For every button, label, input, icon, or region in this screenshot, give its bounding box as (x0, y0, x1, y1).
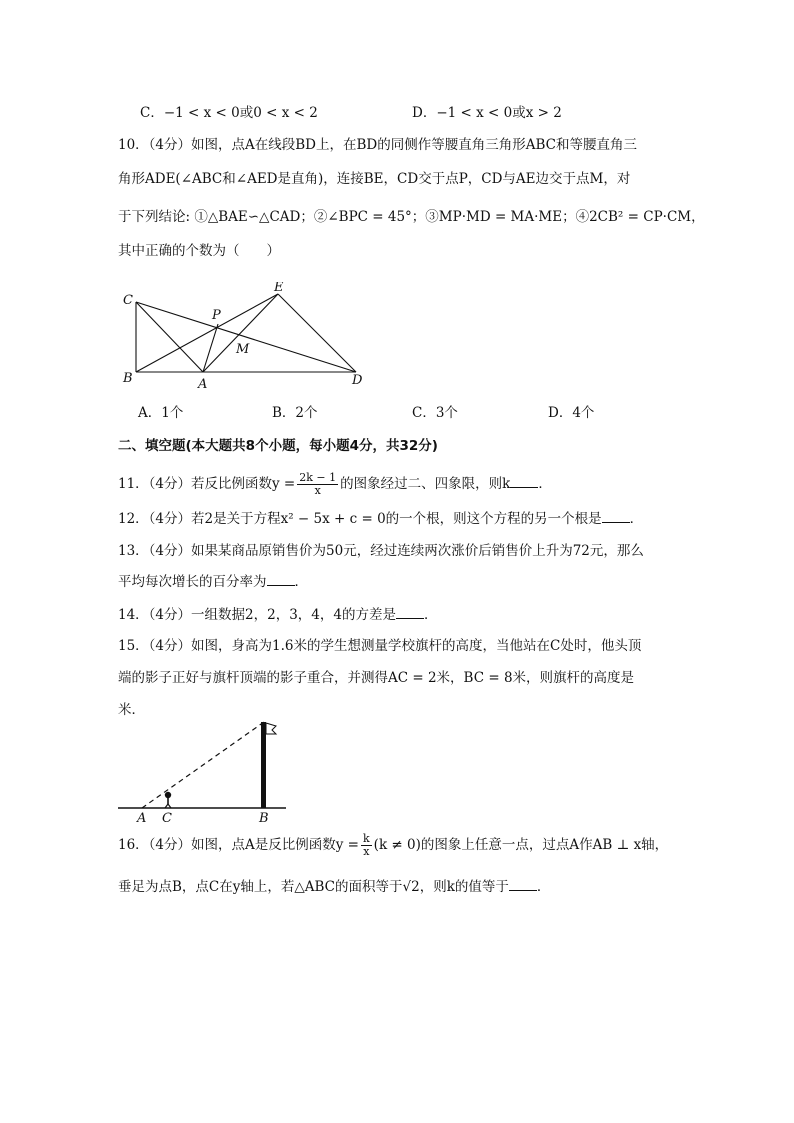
label-p: P (212, 308, 221, 323)
q14-text: 14．（4分）一组数据2，2，3，4，4的方差是 (118, 607, 396, 623)
q10-line-3: 于下列结论: ①△BAE∽△CAD；②∠BPC = 45°；③MP·MD = MA·ME；④2CB² = CP·CM， (118, 209, 705, 225)
student-head-icon (165, 792, 171, 798)
q10-figure (118, 282, 368, 392)
q11-answer-blank[interactable] (510, 474, 538, 488)
q13-answer-blank[interactable] (267, 572, 295, 586)
label-a: A (198, 377, 208, 392)
label-m: M (236, 342, 250, 357)
segment-ae (203, 294, 278, 372)
label-a: A (137, 811, 147, 826)
label-c: C (162, 811, 172, 826)
q11-fraction (297, 472, 338, 497)
q12 (118, 509, 643, 529)
q13-line-2 (118, 572, 308, 592)
q16-prefix: 16．（4分）如图，点A是反比例函数y = (118, 837, 359, 853)
label-b: B (123, 371, 133, 386)
q10-line-2: 角形ADE(∠ABC和∠AED是直角)，连接BE，CD交于点P，CD与AE边交于点M，对 (118, 171, 631, 187)
q14-answer-blank[interactable] (396, 605, 424, 619)
q15-line-2: 端的影子正好与旗杆顶端的影子重合，并测得AC = 2米，BC = 8米，则旗杆的高度是 (118, 670, 635, 686)
segment-ed (278, 294, 356, 372)
q10-option-c: C．3个 (412, 405, 458, 421)
flag-icon (266, 723, 276, 734)
q16-text: 垂足为点B，点C在y轴上，若△ABC的面积等于√2，则k的值等于 (118, 879, 509, 895)
section-heading: 二、填空题(本大题共8个小题，每小题4分，共32分) (118, 438, 438, 454)
label-b: B (259, 811, 269, 826)
q16-line-1 (118, 830, 668, 860)
shadow-ray (142, 722, 264, 808)
q11-end: ． (538, 476, 552, 492)
q16-suffix: (k ≠ 0)的图象上任意一点，过点A作AB ⊥ x轴， (373, 837, 669, 853)
label-d: D (352, 373, 363, 388)
q11-numerator: 2k − 1 (299, 471, 337, 484)
q12-end: ． (629, 511, 644, 527)
q9-option-d: D．−1 < x < 0或x > 2 (412, 105, 562, 121)
q15-line-1: 15．（4分）如图，身高为1.6米的学生想测量学校旗杆的高度，当他站在C处时，他头顶 (118, 638, 642, 654)
q11-prefix: 11．（4分）若反比例函数y = (118, 476, 296, 492)
q12-text: 12．（4分）若2是关于方程x² − 5x + c = 0的一个根，则这个方程的另一个根是 (118, 511, 602, 527)
q14-end: ． (423, 607, 438, 623)
q16-numerator: k (363, 832, 370, 845)
q16-fraction (361, 833, 372, 858)
q12-answer-blank[interactable] (602, 509, 630, 523)
q16-answer-blank[interactable] (509, 877, 537, 891)
label-e: E (274, 282, 284, 295)
q13-end: ． (294, 574, 308, 590)
q11-denominator: x (314, 484, 321, 497)
q16-denominator: x (363, 845, 370, 858)
label-c: C (123, 293, 133, 308)
q13-line-1: 13．（4分）如果某商品原销售价为50元，经过连续两次涨价后销售价上升为72元，那么 (118, 543, 644, 559)
q10-line-1: 10．（4分）如图，点A在线段BD上，在BD的同侧作等腰直角三角形ABC和等腰直角三 (118, 137, 638, 153)
flagpole (261, 722, 266, 808)
q10-option-b: B．2个 (272, 405, 318, 421)
q11-suffix: 的图象经过二、四象限，则k (340, 476, 511, 492)
q15-line-3: 米． (118, 702, 145, 718)
q10-option-a: A．1个 (138, 405, 184, 421)
q15-figure (118, 718, 288, 828)
q11 (118, 470, 552, 498)
q10-option-d: D．4个 (548, 405, 595, 421)
q16-line-2 (118, 877, 550, 897)
q14 (118, 605, 437, 625)
q9-option-c: C．−1 < x < 0或0 < x < 2 (140, 105, 318, 121)
q10-line-4: 其中正确的个数为（ ） (118, 243, 280, 259)
q16-end: ． (536, 879, 551, 895)
q13-text: 平均每次增长的百分率为 (118, 574, 267, 590)
